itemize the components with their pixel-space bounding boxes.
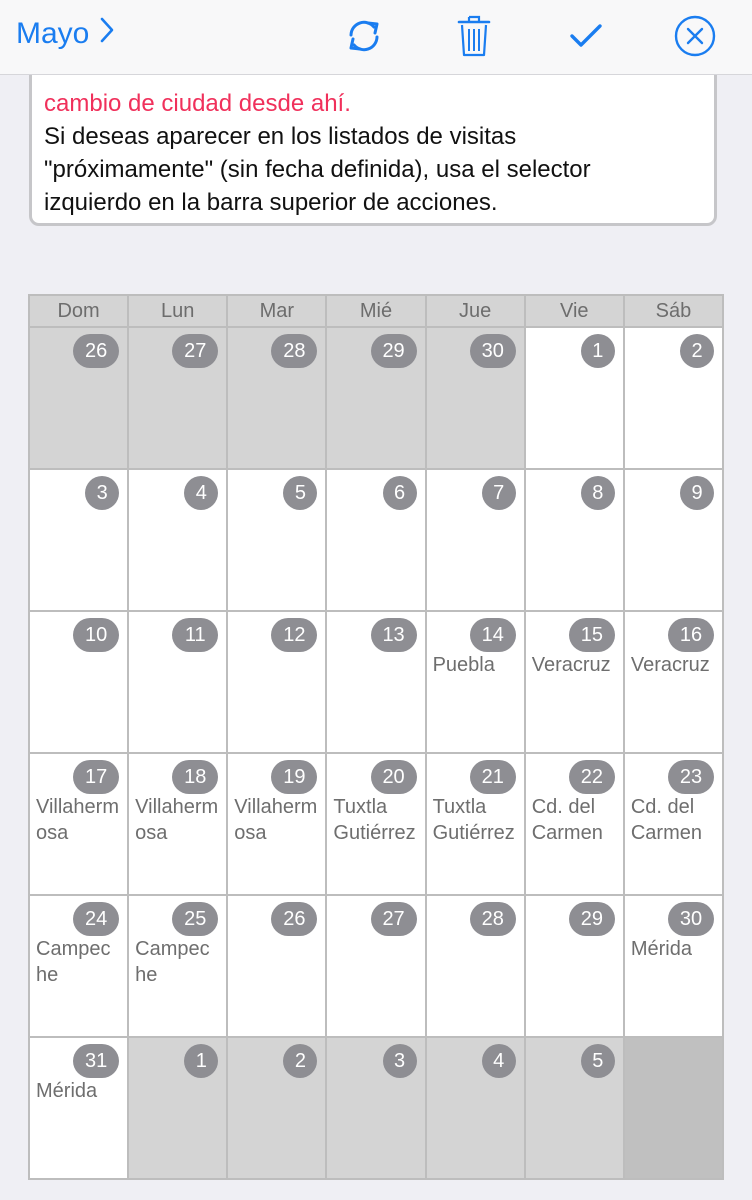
day-number-badge: 8 <box>581 476 615 510</box>
weekday-label: Vie <box>526 296 625 328</box>
day-number-badge: 16 <box>668 618 714 652</box>
day-city-label: Mérida <box>630 938 692 960</box>
day-number-badge: 15 <box>569 618 615 652</box>
day-cell[interactable] <box>30 470 129 612</box>
day-number-badge: 1 <box>184 1044 218 1078</box>
day-cell[interactable] <box>526 470 625 612</box>
day-city-label: Villaherm osa <box>234 796 318 844</box>
day-cell[interactable] <box>228 754 327 896</box>
day-cell[interactable] <box>30 328 129 470</box>
day-cell[interactable] <box>30 1038 129 1180</box>
top-toolbar <box>0 0 752 75</box>
day-city-label: Mérida <box>36 1080 98 1102</box>
day-number-badge: 28 <box>271 334 317 368</box>
day-cell[interactable] <box>30 754 129 896</box>
day-number-badge: 29 <box>371 334 417 368</box>
month-calendar <box>28 294 724 1180</box>
weekday-label: Jue <box>427 296 526 328</box>
day-number-badge: 30 <box>668 902 714 936</box>
note-line-1: Si deseas aparecer en los listados de visitas <box>44 123 517 150</box>
day-cell[interactable] <box>526 896 625 1038</box>
day-number-badge: 27 <box>371 902 417 936</box>
close-circle-icon[interactable] <box>673 14 717 58</box>
weekday-label: Sáb <box>625 296 724 328</box>
day-city-label: Villaherm osa <box>135 796 219 844</box>
day-cell[interactable] <box>625 896 724 1038</box>
day-city-label: Cd. del Carmen <box>630 796 702 844</box>
day-cell[interactable] <box>228 896 327 1038</box>
day-number-badge: 31 <box>73 1044 119 1078</box>
day-number-badge: 6 <box>383 476 417 510</box>
day-cell[interactable] <box>129 896 228 1038</box>
day-number-badge: 26 <box>271 902 317 936</box>
day-number-badge: 3 <box>383 1044 417 1078</box>
refresh-icon[interactable] <box>342 14 386 58</box>
day-city-label: Cd. del Carmen <box>531 796 603 844</box>
day-number-badge: 1 <box>581 334 615 368</box>
weekday-label: Mar <box>228 296 327 328</box>
day-number-badge: 2 <box>283 1044 317 1078</box>
month-label: Mayo <box>16 17 90 50</box>
day-number-badge: 11 <box>172 618 218 652</box>
day-cell[interactable] <box>427 328 526 470</box>
day-number-badge: 4 <box>184 476 218 510</box>
day-number-badge: 23 <box>668 760 714 794</box>
day-cell[interactable] <box>625 612 724 754</box>
day-number-badge: 29 <box>569 902 615 936</box>
day-number-badge: 5 <box>283 476 317 510</box>
day-cell <box>625 1038 724 1180</box>
day-cell[interactable] <box>526 612 625 754</box>
day-number-badge: 20 <box>371 760 417 794</box>
day-number-badge: 9 <box>680 476 714 510</box>
day-cell[interactable] <box>526 328 625 470</box>
day-number-badge: 4 <box>482 1044 516 1078</box>
day-number-badge: 19 <box>271 760 317 794</box>
day-cell[interactable] <box>30 896 129 1038</box>
day-number-badge: 2 <box>680 334 714 368</box>
weekday-label: Dom <box>30 296 129 328</box>
day-cell[interactable] <box>228 328 327 470</box>
trash-icon[interactable] <box>452 14 496 58</box>
note-line-3: izquierdo en la barra superior de acciones. <box>44 189 498 216</box>
day-city-label: Puebla <box>432 654 495 676</box>
day-number-badge: 18 <box>172 760 218 794</box>
day-number-badge: 13 <box>371 618 417 652</box>
day-cell[interactable] <box>526 754 625 896</box>
day-cell[interactable] <box>129 1038 228 1180</box>
day-cell[interactable] <box>625 328 724 470</box>
day-cell[interactable] <box>427 470 526 612</box>
day-number-badge: 7 <box>482 476 516 510</box>
note-warning-text: cambio de ciudad desde ahí. <box>44 90 351 117</box>
day-cell[interactable] <box>526 1038 625 1180</box>
day-cell[interactable] <box>327 328 426 470</box>
day-number-badge: 25 <box>172 902 218 936</box>
day-city-label: Campec he <box>135 938 210 986</box>
day-number-badge: 26 <box>73 334 119 368</box>
day-number-badge: 12 <box>271 618 317 652</box>
day-cell[interactable] <box>427 896 526 1038</box>
weekday-label: Lun <box>129 296 228 328</box>
day-cell[interactable] <box>625 470 724 612</box>
day-number-badge: 5 <box>581 1044 615 1078</box>
day-cell[interactable] <box>327 1038 426 1180</box>
day-city-label: Tuxtla Gutiérrez <box>333 796 416 844</box>
day-cell[interactable] <box>228 612 327 754</box>
day-cell[interactable] <box>327 612 426 754</box>
day-cell[interactable] <box>427 612 526 754</box>
day-cell[interactable] <box>327 754 426 896</box>
weekday-header <box>30 296 724 328</box>
day-number-badge: 24 <box>73 902 119 936</box>
weekday-label: Mié <box>327 296 426 328</box>
day-cell[interactable] <box>129 612 228 754</box>
day-number-badge: 27 <box>172 334 218 368</box>
day-city-label: Veracruz <box>531 654 611 676</box>
day-cell[interactable] <box>327 470 426 612</box>
day-grid <box>30 328 724 1180</box>
note-line-2: "próximamente" (sin fecha definida), usa el selector <box>44 156 591 183</box>
day-number-badge: 21 <box>470 760 516 794</box>
day-number-badge: 17 <box>73 760 119 794</box>
day-cell[interactable] <box>327 896 426 1038</box>
day-city-label: Villaherm osa <box>36 796 119 844</box>
day-number-badge: 10 <box>73 618 119 652</box>
day-number-badge: 30 <box>470 334 516 368</box>
day-cell[interactable] <box>129 754 228 896</box>
info-note <box>29 52 717 226</box>
day-cell[interactable] <box>427 1038 526 1180</box>
day-cell[interactable] <box>625 754 724 896</box>
day-number-badge: 3 <box>85 476 119 510</box>
day-number-badge: 22 <box>569 760 615 794</box>
day-cell[interactable] <box>228 1038 327 1180</box>
day-cell[interactable] <box>427 754 526 896</box>
day-cell[interactable] <box>228 470 327 612</box>
day-city-label: Veracruz <box>630 654 710 676</box>
month-selector[interactable] <box>16 16 115 52</box>
day-city-label: Campec he <box>36 938 111 986</box>
chevron-right-icon <box>99 16 115 52</box>
day-cell[interactable] <box>129 328 228 470</box>
day-cell[interactable] <box>30 612 129 754</box>
day-cell[interactable] <box>129 470 228 612</box>
day-number-badge: 14 <box>470 618 516 652</box>
day-city-label: Tuxtla Gutiérrez <box>432 796 515 844</box>
checkmark-icon[interactable] <box>564 14 608 58</box>
day-number-badge: 28 <box>470 902 516 936</box>
